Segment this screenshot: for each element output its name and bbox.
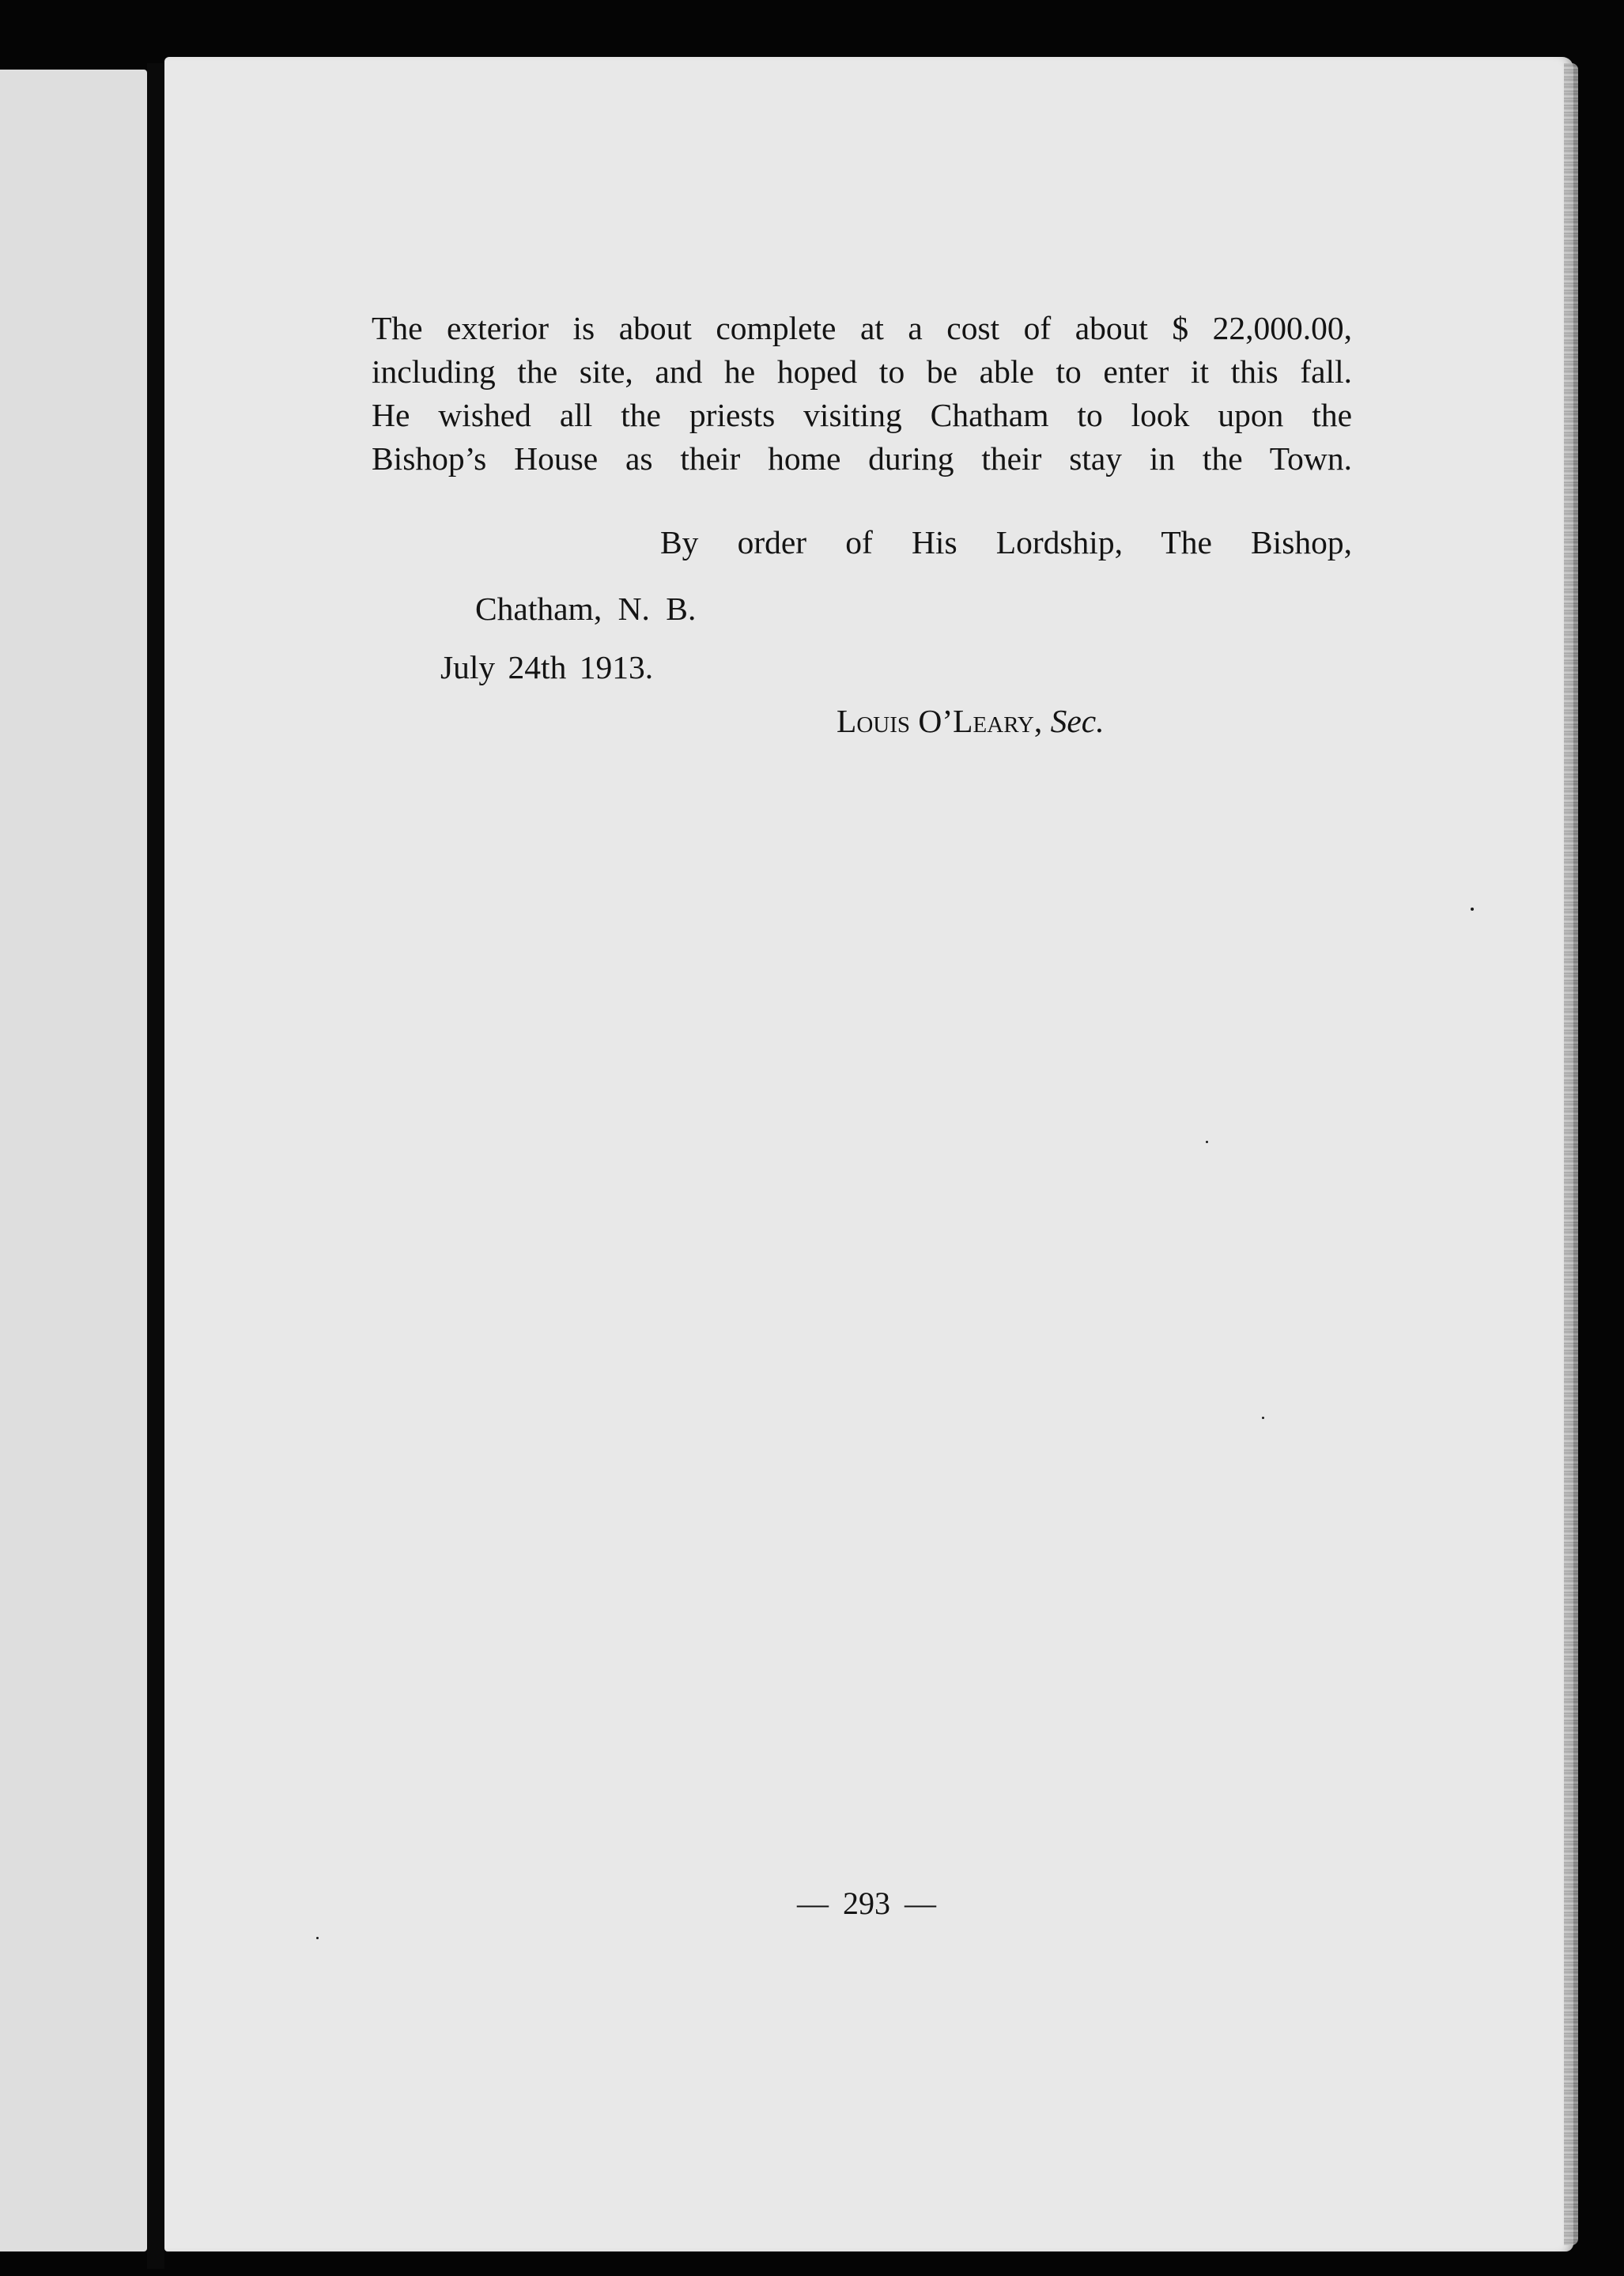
body-line: Bishop’s House as their home during their stay in the Town. xyxy=(372,440,1352,477)
body-line: The exterior is about complete at a cost of about $ 22,000.00, xyxy=(372,310,1352,346)
signature-title: Sec. xyxy=(1050,703,1105,739)
order-line: By order of His Lordship, The Bishop, xyxy=(660,524,1352,561)
book-gutter xyxy=(147,63,164,2269)
date-line: July 24th 1913. xyxy=(440,649,654,685)
body-paragraph xyxy=(372,307,1352,481)
page-stack-edge xyxy=(1564,63,1578,2245)
previous-page-edge xyxy=(0,70,147,2251)
signature xyxy=(837,702,1105,740)
body-line: including the site, and he hoped to be able to enter it this fall. xyxy=(372,353,1352,390)
scan-speck xyxy=(1206,1141,1208,1143)
scan-speck xyxy=(1262,1417,1264,1419)
scan-speck xyxy=(1471,908,1474,911)
place-line: Chatham, N. B. xyxy=(475,591,697,627)
scan-speck xyxy=(316,1937,319,1939)
signature-name: Louis O’Leary, xyxy=(837,703,1043,739)
page-number: — 293 — xyxy=(797,1885,936,1921)
body-line: He wished all the priests visiting Chatham to look upon the xyxy=(372,397,1352,433)
